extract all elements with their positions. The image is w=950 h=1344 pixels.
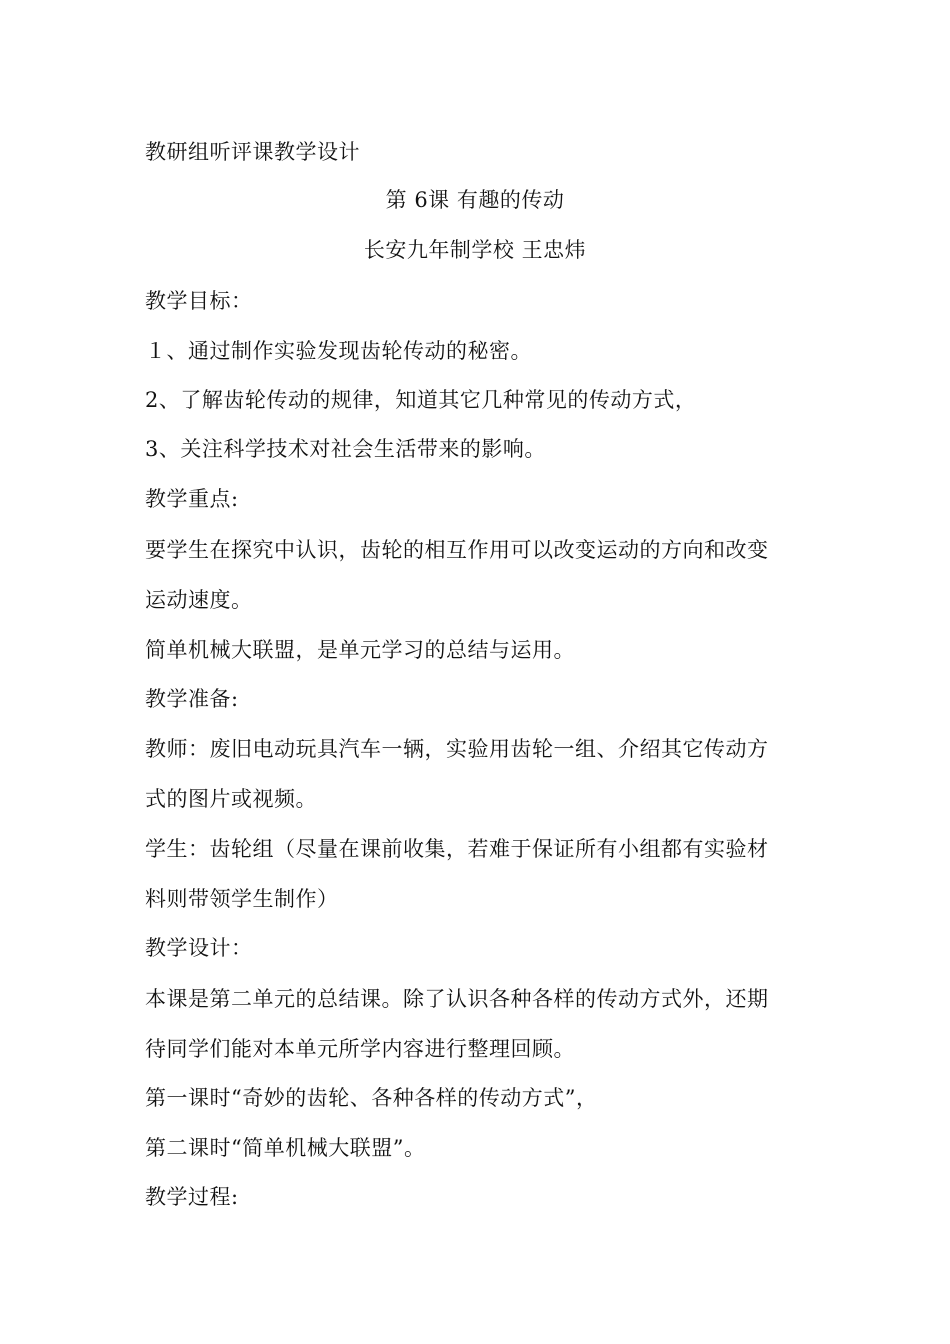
design-line-4: 第二课时“简单机械大联盟”。 bbox=[145, 1136, 426, 1160]
preparation-line-3: 学生：齿轮组（尽量在课前收集，若难于保证所有小组都有实验材 bbox=[145, 837, 769, 861]
objectives-heading: 教学目标： bbox=[145, 289, 253, 313]
process-heading: 教学过程: bbox=[145, 1185, 239, 1209]
preparation-line-4: 料则带领学生制作） bbox=[145, 887, 339, 911]
author-line: 长安九年制学校 王忠炜 bbox=[363, 238, 587, 262]
objective-item-2: 2、了解齿轮传动的规律，知道其它几种常见的传动方式， bbox=[145, 388, 697, 412]
preparation-line-2: 式的图片或视频。 bbox=[145, 787, 317, 811]
key-points-line-1: 要学生在探究中认识，齿轮的相互作用可以改变运动的方向和改变 bbox=[145, 538, 769, 562]
design-line-1: 本课是第二单元的总结课。除了认识各种各样的传动方式外，还期 bbox=[145, 987, 769, 1011]
key-points-heading: 教学重点: bbox=[145, 487, 239, 511]
design-line-3: 第一课时“奇妙的齿轮、各种各样的传动方式”， bbox=[145, 1086, 598, 1110]
group-title: 教研组听评课教学设计 bbox=[145, 140, 360, 164]
preparation-line-1: 教师：废旧电动玩具汽车一辆，实验用齿轮一组、介绍其它传动方 bbox=[145, 737, 769, 761]
objective-item-3: 3、关注科学技术对社会生活带来的影响。 bbox=[145, 437, 546, 461]
key-points-line-3: 简单机械大联盟，是单元学习的总结与运用。 bbox=[145, 638, 575, 662]
objective-item-1: １、通过制作实验发现齿轮传动的秘密。 bbox=[145, 339, 532, 363]
design-line-2: 待同学们能对本单元所学内容进行整理回顾。 bbox=[145, 1037, 575, 1061]
preparation-heading: 教学准备: bbox=[145, 687, 239, 711]
key-points-line-2: 运动速度。 bbox=[145, 588, 253, 612]
design-heading: 教学设计： bbox=[145, 936, 253, 960]
lesson-title: 第 6课 有趣的传动 bbox=[385, 188, 565, 212]
